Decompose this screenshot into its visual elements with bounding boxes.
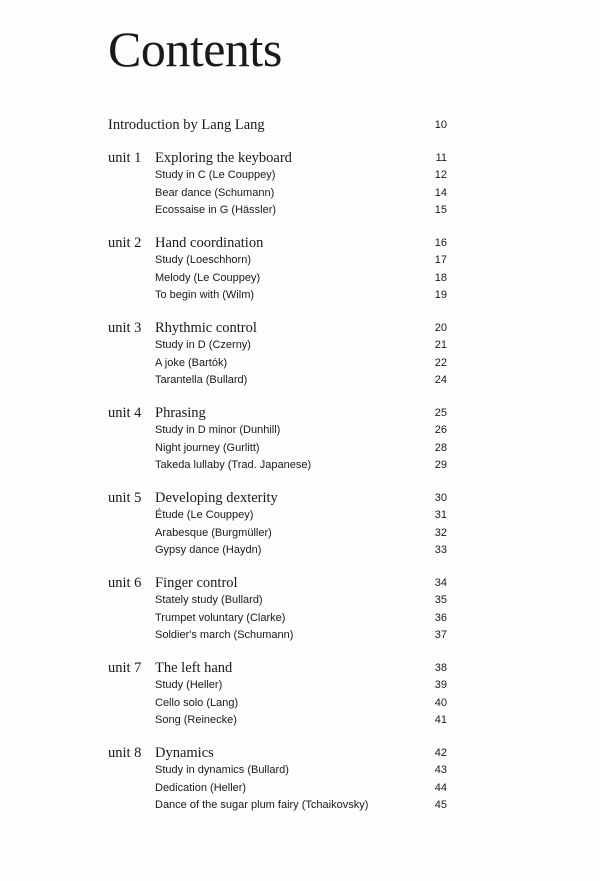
page-number: 42: [434, 747, 447, 759]
unit-label: unit 4: [108, 405, 142, 421]
piece-entry: [0, 457, 600, 474]
piece-entry: [0, 270, 600, 287]
piece-entry: [0, 202, 600, 219]
unit-label: unit 5: [108, 490, 142, 506]
page-number: 36: [434, 611, 447, 624]
piece-entry: [0, 797, 600, 814]
unit-title: Exploring the keyboard: [155, 150, 292, 166]
piece-title: Study (Loeschhorn): [155, 254, 251, 266]
page-number: 43: [434, 764, 447, 776]
unit-title: Developing dexterity: [155, 490, 278, 506]
page-number: 11: [435, 152, 447, 164]
unit-label: unit 6: [108, 575, 142, 591]
unit-title: Finger control: [155, 575, 238, 591]
unit-heading: [0, 660, 600, 677]
page-number: 26: [434, 424, 447, 436]
unit-heading: [0, 575, 600, 592]
piece-title: To begin with (Wilm): [155, 289, 255, 301]
piece-title: Dance of the sugar plum fairy (Tchaikovsky): [155, 799, 369, 811]
unit-heading: [0, 745, 600, 762]
unit-heading: [0, 235, 600, 252]
page-number: 40: [434, 696, 447, 709]
page-number: 15: [434, 204, 447, 216]
intro-entry: [0, 117, 600, 134]
page-number: 18: [434, 271, 447, 284]
unit-label: unit 3: [108, 320, 142, 336]
piece-entry: [0, 610, 600, 627]
page-number: 37: [434, 629, 447, 641]
piece-entry: [0, 677, 600, 694]
piece-title: Ecossaise in G (Hässler): [155, 204, 277, 216]
page-number: 25: [434, 407, 447, 419]
page-number: 19: [434, 289, 447, 301]
page-number: 20: [434, 322, 447, 334]
page-number: 28: [434, 441, 447, 454]
unit-heading: [0, 490, 600, 507]
piece-title: Night journey (Gurlitt): [155, 441, 260, 454]
piece-entry: [0, 592, 600, 609]
piece-title: Trumpet voluntary (Clarke): [155, 611, 286, 624]
piece-entry: [0, 337, 600, 354]
piece-title: Study in D (Czerny): [155, 339, 251, 351]
piece-title: Cello solo (Lang): [155, 696, 239, 709]
page-number: 41: [434, 714, 447, 726]
piece-entry: [0, 712, 600, 729]
piece-entry: [0, 695, 600, 712]
unit-heading: [0, 320, 600, 337]
piece-title: Study in C (Le Couppey): [155, 169, 276, 181]
piece-entry: [0, 762, 600, 779]
piece-title: Arabesque (Burgmüller): [155, 526, 272, 539]
page-number: 33: [434, 544, 447, 556]
piece-title: Gypsy dance (Haydn): [155, 544, 262, 556]
piece-entry: [0, 167, 600, 184]
piece-entry: [0, 355, 600, 372]
unit-label: unit 7: [108, 660, 142, 676]
piece-entry: [0, 780, 600, 797]
page-number: 32: [434, 526, 447, 539]
unit-title: The left hand: [155, 660, 233, 676]
piece-title: Study in D minor (Dunhill): [155, 424, 281, 436]
unit-title: Rhythmic control: [155, 320, 257, 336]
unit-heading: [0, 405, 600, 422]
page-number: 34: [434, 577, 447, 589]
piece-entry: [0, 507, 600, 524]
piece-entry: [0, 525, 600, 542]
page-number: 44: [434, 781, 447, 794]
page-number: 31: [434, 509, 447, 521]
page-number: 22: [434, 356, 447, 369]
piece-title: Song (Reinecke): [155, 714, 237, 726]
unit-heading: [0, 150, 600, 167]
unit-title: Dynamics: [155, 745, 214, 761]
piece-entry: [0, 440, 600, 457]
piece-title: Stately study (Bullard): [155, 594, 263, 606]
piece-title: Dedication (Heller): [155, 781, 247, 794]
page-title: Contents: [108, 21, 282, 77]
piece-title: Étude (Le Couppey): [155, 509, 254, 521]
page-number: 30: [434, 492, 447, 504]
page-number: 39: [434, 679, 447, 691]
page-number: 12: [434, 169, 447, 181]
piece-title: Study (Heller): [155, 679, 223, 691]
piece-title: Study in dynamics (Bullard): [155, 764, 289, 776]
piece-entry: [0, 287, 600, 304]
piece-entry: [0, 627, 600, 644]
page-number: 38: [434, 662, 447, 674]
piece-entry: [0, 422, 600, 439]
unit-title: Hand coordination: [155, 235, 264, 251]
page-number: 45: [434, 799, 447, 811]
page-number: 24: [434, 374, 447, 386]
piece-entry: [0, 185, 600, 202]
page-number: 14: [434, 186, 447, 199]
page-number: 29: [434, 459, 447, 471]
page-number: 10: [434, 119, 447, 131]
piece-entry: [0, 372, 600, 389]
piece-entry: [0, 542, 600, 559]
piece-entry: [0, 252, 600, 269]
page-number: 17: [434, 254, 447, 266]
unit-title: Phrasing: [155, 405, 206, 421]
piece-title: Soldier's march (Schumann): [155, 629, 294, 641]
page-number: 16: [434, 237, 447, 249]
piece-title: Takeda lullaby (Trad. Japanese): [155, 459, 312, 471]
page-number: 21: [434, 339, 447, 351]
piece-title: Melody (Le Couppey): [155, 271, 261, 284]
piece-title: A joke (Bartók): [155, 356, 228, 369]
unit-label: unit 2: [108, 235, 142, 251]
piece-title: Tarantella (Bullard): [155, 374, 248, 386]
page-number: 35: [434, 594, 447, 606]
piece-title: Bear dance (Schumann): [155, 186, 275, 199]
unit-label: unit 8: [108, 745, 142, 761]
intro-label: Introduction by Lang Lang: [108, 117, 265, 133]
unit-label: unit 1: [108, 150, 142, 166]
